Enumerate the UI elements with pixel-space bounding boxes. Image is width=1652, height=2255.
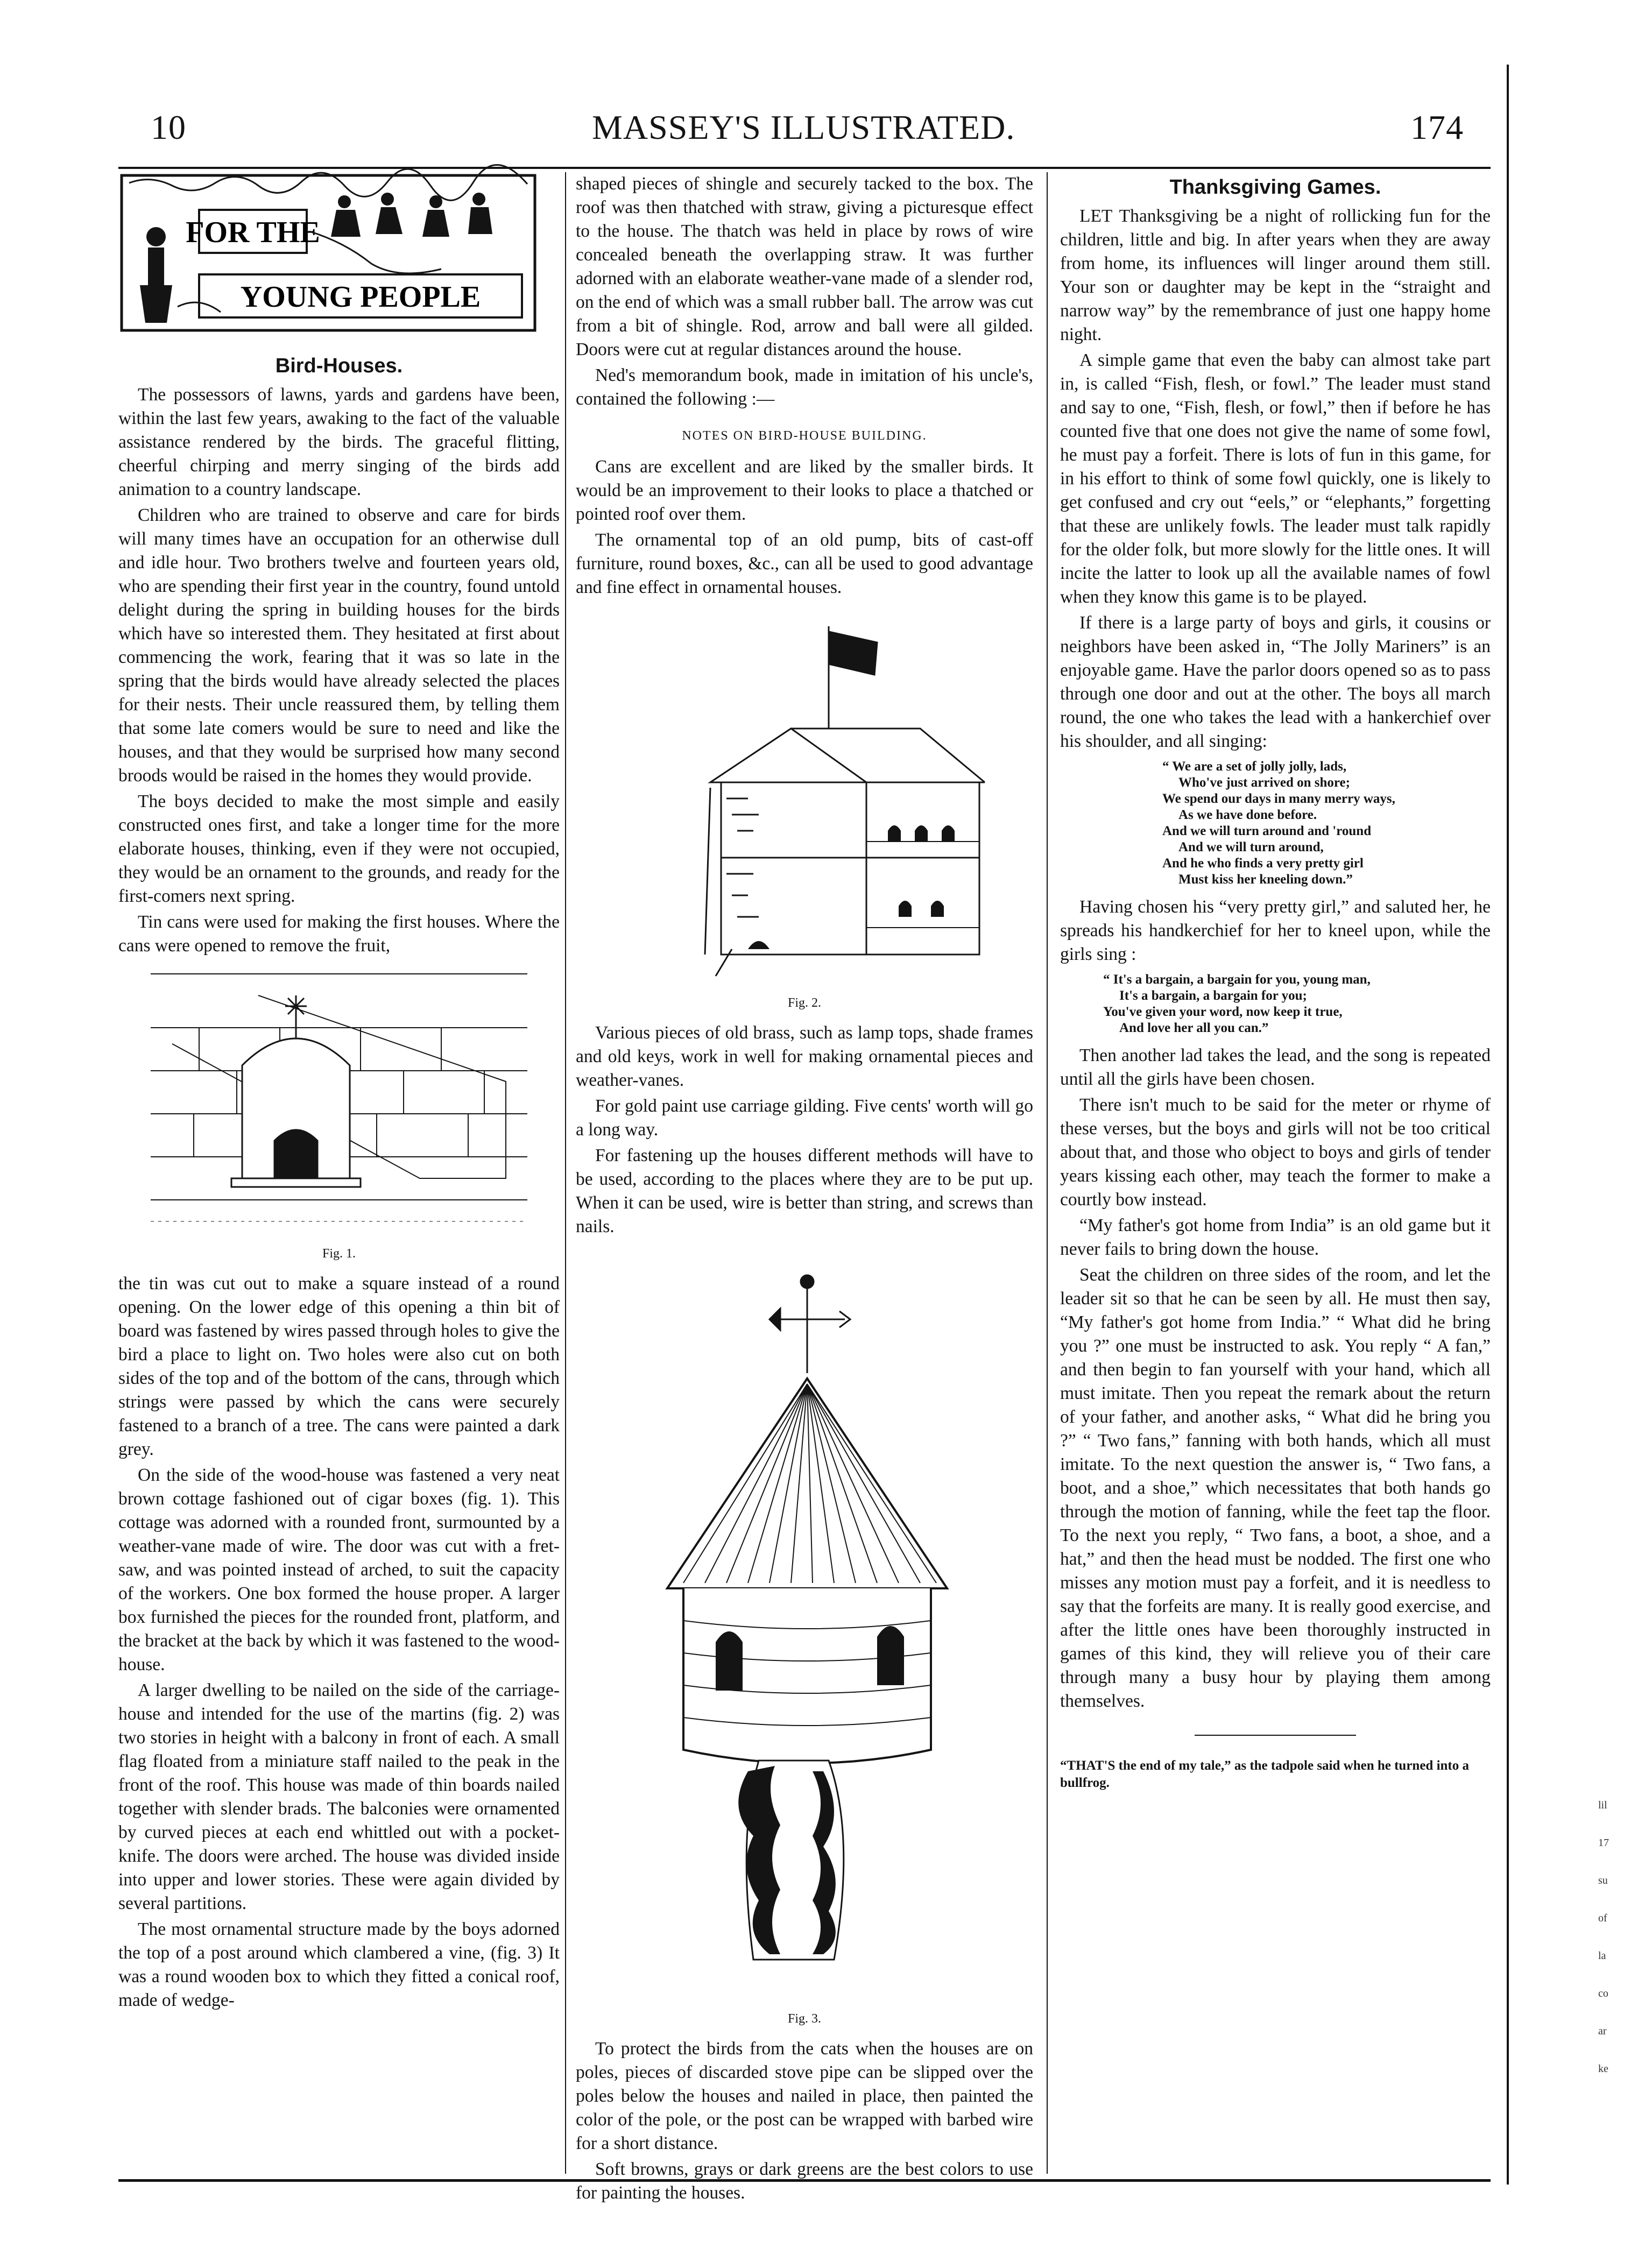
paragraph: Children who are trained to observe and care for birds will many times have an occupation for an otherwise dull and idle hour. Two brothers twelve and fourteen years old, who are spending their first year in the country, found untold delight during the spring in building houses for the birds which have so interested them. They hesitated at first about commencing the work, fearing that it was so late in the spring that the birds would have already selected the places for their nests. Their uncle reassured them, by telling them that some late comers would be sure to need and like the houses, and that they would be surprised how many second broods would be raised in the homes they would provide.: [118, 505, 560, 786]
paragraph: For gold paint use carriage gilding. Five cents' worth will go a long way.: [576, 1096, 1033, 1140]
column-1: [118, 172, 560, 2185]
page-number-left: 10: [151, 108, 186, 146]
poem-jolly-mariners: [1162, 759, 1491, 888]
figure-3-caption: Fig. 3.: [787, 2012, 821, 2026]
poem-line: And love her all you can.”: [1119, 1021, 1269, 1035]
paragraph: Various pieces of old brass, such as lamp tops, shade frames and old keys, work in well for making ornamental pieces and weather-vanes.: [576, 1023, 1033, 1090]
paragraph: The boys decided to make the most simple and easily constructed ones first, and take a longer time for the more elaborate houses, thinking, even if they were not occupied, they would be an ornament to the grounds, and ready for the first-comers next spring.: [118, 791, 560, 906]
paragraph: Cans are excellent and are liked by the smaller birds. It would be an improvement to their looks to place a thatched or pointed roof over them.: [576, 457, 1033, 524]
edge-fragment: co: [1598, 1988, 1608, 1999]
paragraph: If there is a large party of boys and girls, it cousins or neighbors have been asked in, “The Jolly Mariners” is an enjoyable game. Have the parlor doors opened so as to pass through one door and out at the other. The boys all march round, the one who takes the lead with a hankerchief over his shoulder, and all singing:: [1060, 613, 1491, 751]
figure-1: [118, 963, 560, 1266]
edge-fragment: lil: [1598, 1799, 1607, 1811]
poem-line: We spend our days in many merry ways,: [1162, 791, 1395, 806]
header-rule: [118, 167, 1491, 169]
edge-fragment: su: [1598, 1875, 1608, 1886]
section-divider: [1195, 1735, 1356, 1736]
page-header: [108, 108, 1464, 167]
paragraph: “My father's got home from India” is an old game but it never fails to bring down the house.: [1060, 1215, 1491, 1259]
paragraph: Having chosen his “very pretty girl,” and saluted her, he spreads his handkerchief for her to kneel upon, while the girls sing :: [1060, 897, 1491, 964]
edge-fragment: 17: [1598, 1837, 1609, 1849]
edge-fragment: of: [1598, 1912, 1607, 1924]
page: [108, 65, 1609, 2203]
poem-bargain: [1103, 972, 1491, 1036]
paragraph: Then another lad takes the lead, and the song is repeated until all the girls have been chosen.: [1060, 1045, 1491, 1089]
column-rule-2: [1047, 172, 1048, 2174]
adjacent-page-fragments: [1598, 1786, 1652, 2109]
paragraph: LET Thanksgiving be a night of rollicking fun for the children, little and big. In after years when they are away from home, its influences will linger around them still. Your son or daughter may be kept in the “straight and narrow way” by the remembrance of just one happy home night.: [1060, 206, 1491, 344]
paragraph: A simple game that even the baby can almost take part in, is called “Fish, flesh, or fowl.” The leader must stand and say to one, “Fish, flesh, or fowl,” then if before he has counted five that one does not give the name of some fowl, he must pay a forfeit. There is lots of fun in this game, for in his effort to think of some fowl quickly, one is likely to get confused and cry out “eels,” or “elephants,” forgetting that these are unlikely fowls. The leader must talk rapidly for the older folk, but more slowly for the little ones. It will incite the latter to look up all the available names of fowl when they know this game is to be played.: [1060, 350, 1491, 607]
paragraph: For fastening up the houses different methods will have to be used, according to the places where they are to be put up. When it can be used, wire is better than string, and screws than nails.: [576, 1146, 1033, 1236]
poem-line: Must kiss her kneeling down.”: [1178, 872, 1353, 887]
banner-line-1: FOR THE: [186, 216, 320, 249]
paragraph: A larger dwelling to be nailed on the side of the carriage-house and intended for the use of the martins (fig. 2) was two stories in height with a balcony in front of each. A small flag floated from a miniature staff nailed to the peak in the front of the roof. This house was made of thin boards nailed together with slender brads. The balconies were ornamented by curved pieces at each end whittled out with a pocket-knife. The doors were arched. The house was divided inside into upper and lower stories. These were again divided by several partitions.: [118, 1680, 560, 1913]
paragraph: Ned's memorandum book, made in imitation of his uncle's, contained the following :—: [576, 365, 1033, 409]
column-3: [1060, 172, 1491, 2185]
poem-line: And we will turn around,: [1178, 840, 1324, 854]
poem-line: “ We are a set of jolly jolly, lads,: [1162, 759, 1347, 774]
poem-line: And he who finds a very pretty girl: [1162, 856, 1364, 871]
paragraph: Seat the children on three sides of the room, and let the leader sit so that he can be seen by all. He must then say, “My father's got home from India.” “ What did he bring you ?” one must be instructed to ask. You reply “ A fan,” and then begin to fan yourself with your hand, which all must imitate. Then you repeat the remark about the return of your father, and another asks, “ What did he bring you ?” “ Two fans,” fanning with both hands, which all must imitate. To the next question the answer is, “ Two fans, a boot, and a shoe,” which necessitates that both hands go through the motion of fanning, while the feet tap the floor. To the next you reply, “ Two fans, a boot, a shoe, and a hat,” and then the head must be nodded. The first one who misses any motion must pay a forfeit, and it is needless to say that the forfeits are many. It is really good exercise, and after the little ones have been thoroughly instructed in games of this kind, they will relieve you of their care through many a busy hour by playing them among themselves.: [1060, 1265, 1491, 1711]
journal-title: MASSEY'S ILLUSTRATED.: [592, 108, 1015, 146]
paragraph: the tin was cut out to make a square instead of a round opening. On the lower edge of this opening a thin bit of board was fastened by wires passed through holes to give the bird a place to light on. Two holes were also cut on both sides of the top and of the bottom of the cans, through which strings were passed by which the cans were securely fastened to a branch of a tree. The cans were painted a dark grey.: [118, 1274, 560, 1459]
edge-fragment: ar: [1598, 2025, 1607, 2037]
edge-fragment: la: [1598, 1950, 1606, 1962]
figure-3: [576, 1244, 1033, 2031]
edge-fragment: ke: [1598, 2063, 1608, 2075]
for-the-young-people-banner: [118, 172, 538, 334]
paragraph: The ornamental top of an old pump, bits of cast-off furniture, round boxes, &c., can all be used to good advantage and fine effect in ornamental houses.: [576, 530, 1033, 597]
paragraph: On the side of the wood-house was fastened a very neat brown cottage fashioned out of cigar boxes (fig. 1). This cottage was adorned with a rounded front, surmounted by a weather-vane made of wire. The door was cut with a fret-saw, and was pointed instead of arched, to suit the capacity of the workers. One box formed the house proper. A larger box furnished the pieces for the rounded front, platform, and the bracket at the back by which it was fastened to the wood-house.: [118, 1465, 560, 1674]
paragraph: The most ornamental structure made by the boys adorned the top of a post around which clambered a vine, (fig. 3) It was a round wooden box to which they fitted a conical roof, made of wedge-: [118, 1919, 560, 2010]
closing-quote: “THAT'S the end of my tale,” as the tadpole said when he turned into a bullfrog.: [1060, 1758, 1470, 1790]
fig-1-illustration: [118, 963, 560, 1232]
column-rule-1: [565, 172, 566, 2174]
article-title-thanksgiving-games: Thanksgiving Games.: [1169, 176, 1381, 199]
poem-line: As we have done before.: [1178, 808, 1317, 822]
fig-2-illustration: [576, 605, 1033, 981]
notes-heading: NOTES ON BIRD-HOUSE BUILDING.: [682, 429, 927, 443]
figure-2: [576, 605, 1033, 1015]
poem-line: And we will turn around and 'round: [1162, 824, 1372, 838]
poem-line: You've given your word, now keep it true,: [1103, 1005, 1343, 1019]
column-2: [576, 172, 1033, 2203]
article-title-bird-houses: Bird-Houses.: [275, 355, 403, 377]
paragraph: Tin cans were used for making the first houses. Where the cans were opened to remove the fruit,: [118, 912, 560, 956]
figure-2-caption: Fig. 2.: [787, 996, 821, 1010]
right-border: [1507, 65, 1509, 2185]
poem-line: “ It's a bargain, a bargain for you, young man,: [1103, 972, 1371, 987]
paragraph: There isn't much to be said for the meter or rhyme of these verses, but the boys and girls will not be too critical about that, and those who object to boys and girls of tender years kissing each other, may teach the former to make a courtly bow instead.: [1060, 1095, 1491, 1210]
poem-line: It's a bargain, a bargain for you;: [1119, 988, 1307, 1003]
paragraph: Soft browns, grays or dark greens are the best colors to use for painting the houses.: [576, 2159, 1033, 2203]
paragraph: shaped pieces of shingle and securely tacked to the box. The roof was then thatched with straw, giving a picturesque effect to the house. The thatch was held in place by rows of wire concealed beneath the overlapping straw. It was further adorned with an elaborate weather-vane made of a slender rod, on the end of which was a small rubber ball. The arrow was cut from a bit of shingle. Rod, arrow and ball were all gilded. Doors were cut at regular distances around the house.: [576, 174, 1033, 359]
poem-line: Who've just arrived on shore;: [1178, 775, 1350, 790]
paragraph: To protect the birds from the cats when the houses are on poles, pieces of discarded stove pipe can be slipped over the poles below the houses and nailed in place, then painted the color of the pole, or the post can be wrapped with barbed wire for a short distance.: [576, 2039, 1033, 2153]
fig-3-illustration: [576, 1244, 1033, 1997]
paragraph: The possessors of lawns, yards and gardens have been, within the last few years, awaking to the fact of the valuable assistance rendered by the birds. The graceful flitting, cheerful chirping and merry singing of the birds add animation to a country landscape.: [118, 385, 560, 499]
page-number-right: 174: [1410, 108, 1464, 146]
figure-1-caption: Fig. 1.: [322, 1247, 356, 1261]
banner-line-2: YOUNG PEOPLE: [240, 280, 481, 314]
